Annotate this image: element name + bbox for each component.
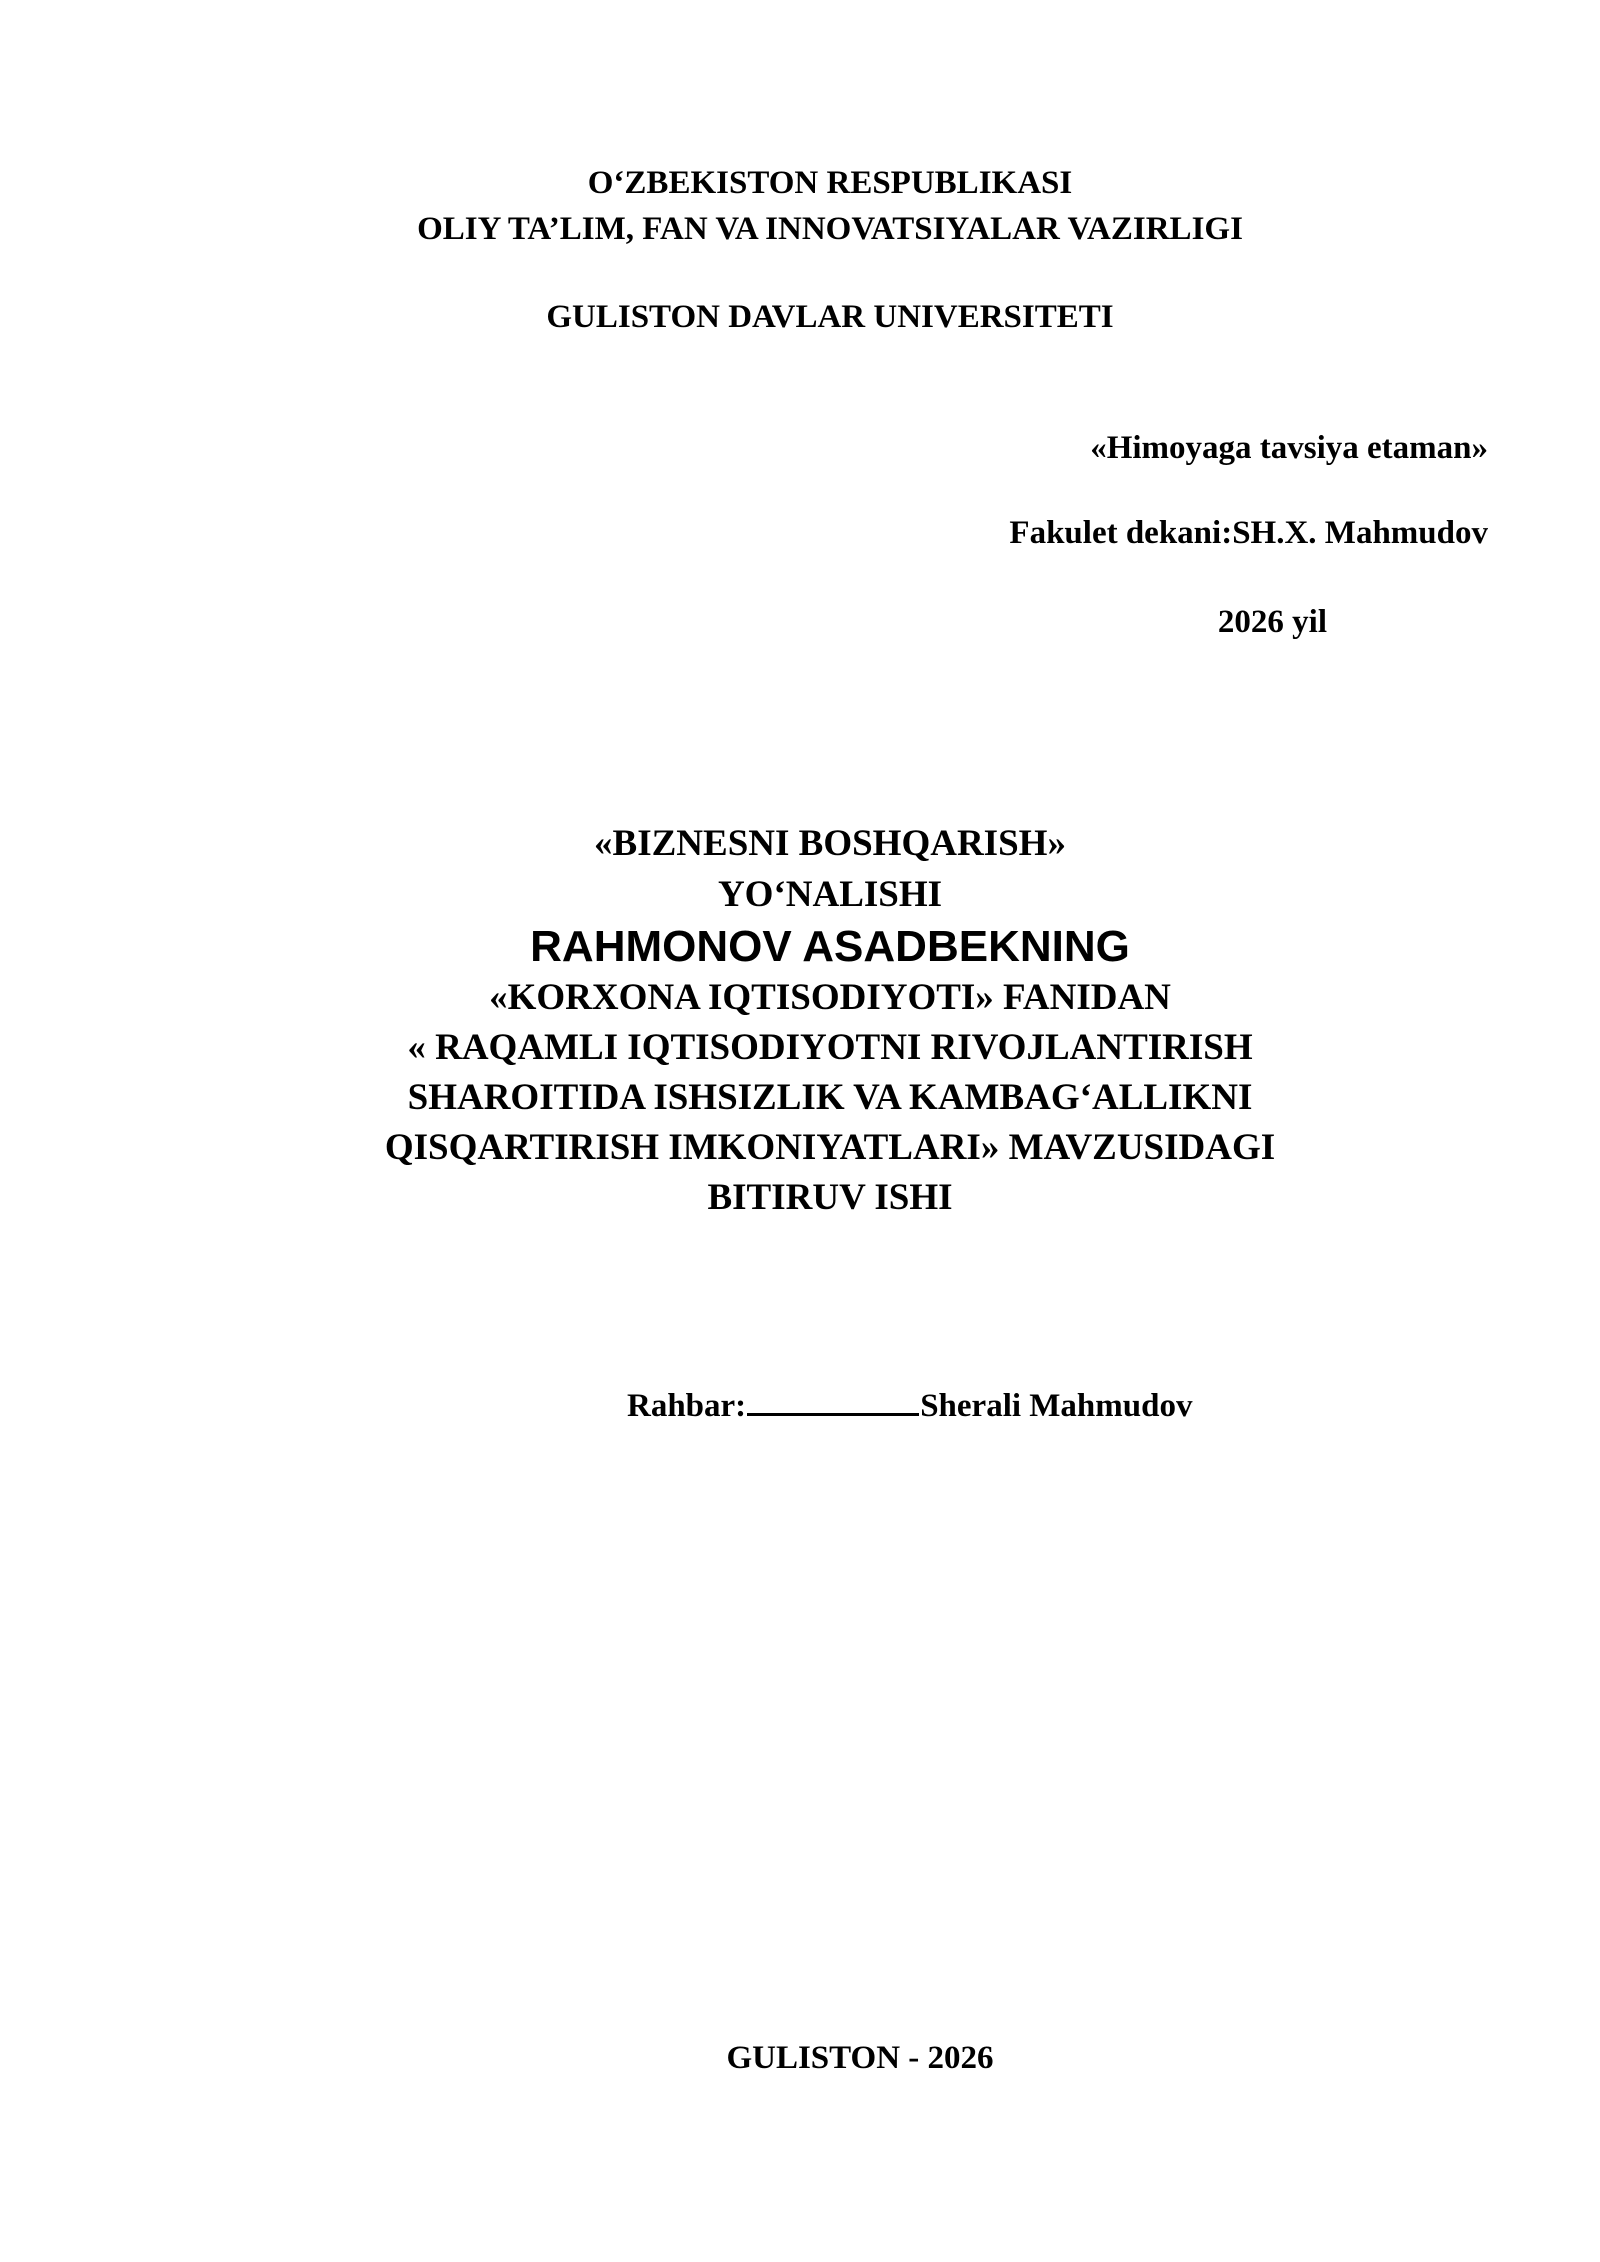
topic-line-1: « RAQAMLI IQTISODIYOTNI RIVOJLANTIRISH <box>407 1027 1253 1068</box>
footer-place-year: GULISTON - 2026 <box>726 2040 994 2076</box>
supervisor-label: Rahbar: <box>627 1388 747 1424</box>
topic-line-2: SHAROITIDA ISHSIZLIK VA KAMBAG‘ALLIKNI <box>407 1077 1253 1118</box>
university-heading: GULISTON DAVLAR UNIVERSITETI <box>546 299 1114 335</box>
direction-label: YO‘NALISHI <box>717 874 943 915</box>
ministry-heading: OLIY TA’LIM, FAN VA INNOVATSIYALAR VAZIRLIGI <box>417 211 1243 247</box>
approval-recommend: «Himoyaga tavsiya etaman» <box>1090 430 1488 466</box>
signature-blank <box>747 1413 919 1416</box>
work-type: BITIRUV ISHI <box>707 1177 953 1218</box>
subject-line: «KORXONA IQTISODIYOTI» FANIDAN <box>489 977 1171 1018</box>
direction-title: «BIZNESNI BOSHQARISH» <box>594 823 1066 864</box>
supervisor-line <box>627 1390 1192 1423</box>
approval-dean: Fakulet dekani:SH.X. Mahmudov <box>1009 515 1488 551</box>
student-name: RAHMONOV ASADBEKNING <box>530 922 1130 971</box>
republic-heading: O‘ZBEKISTON RESPUBLIKASI <box>587 165 1073 201</box>
approval-year: 2026 yil <box>1217 604 1327 640</box>
supervisor-name: Sherali Mahmudov <box>920 1388 1193 1424</box>
topic-line-3: QISQARTIRISH IMKONIYATLARI» MAVZUSIDAGI <box>384 1127 1276 1168</box>
